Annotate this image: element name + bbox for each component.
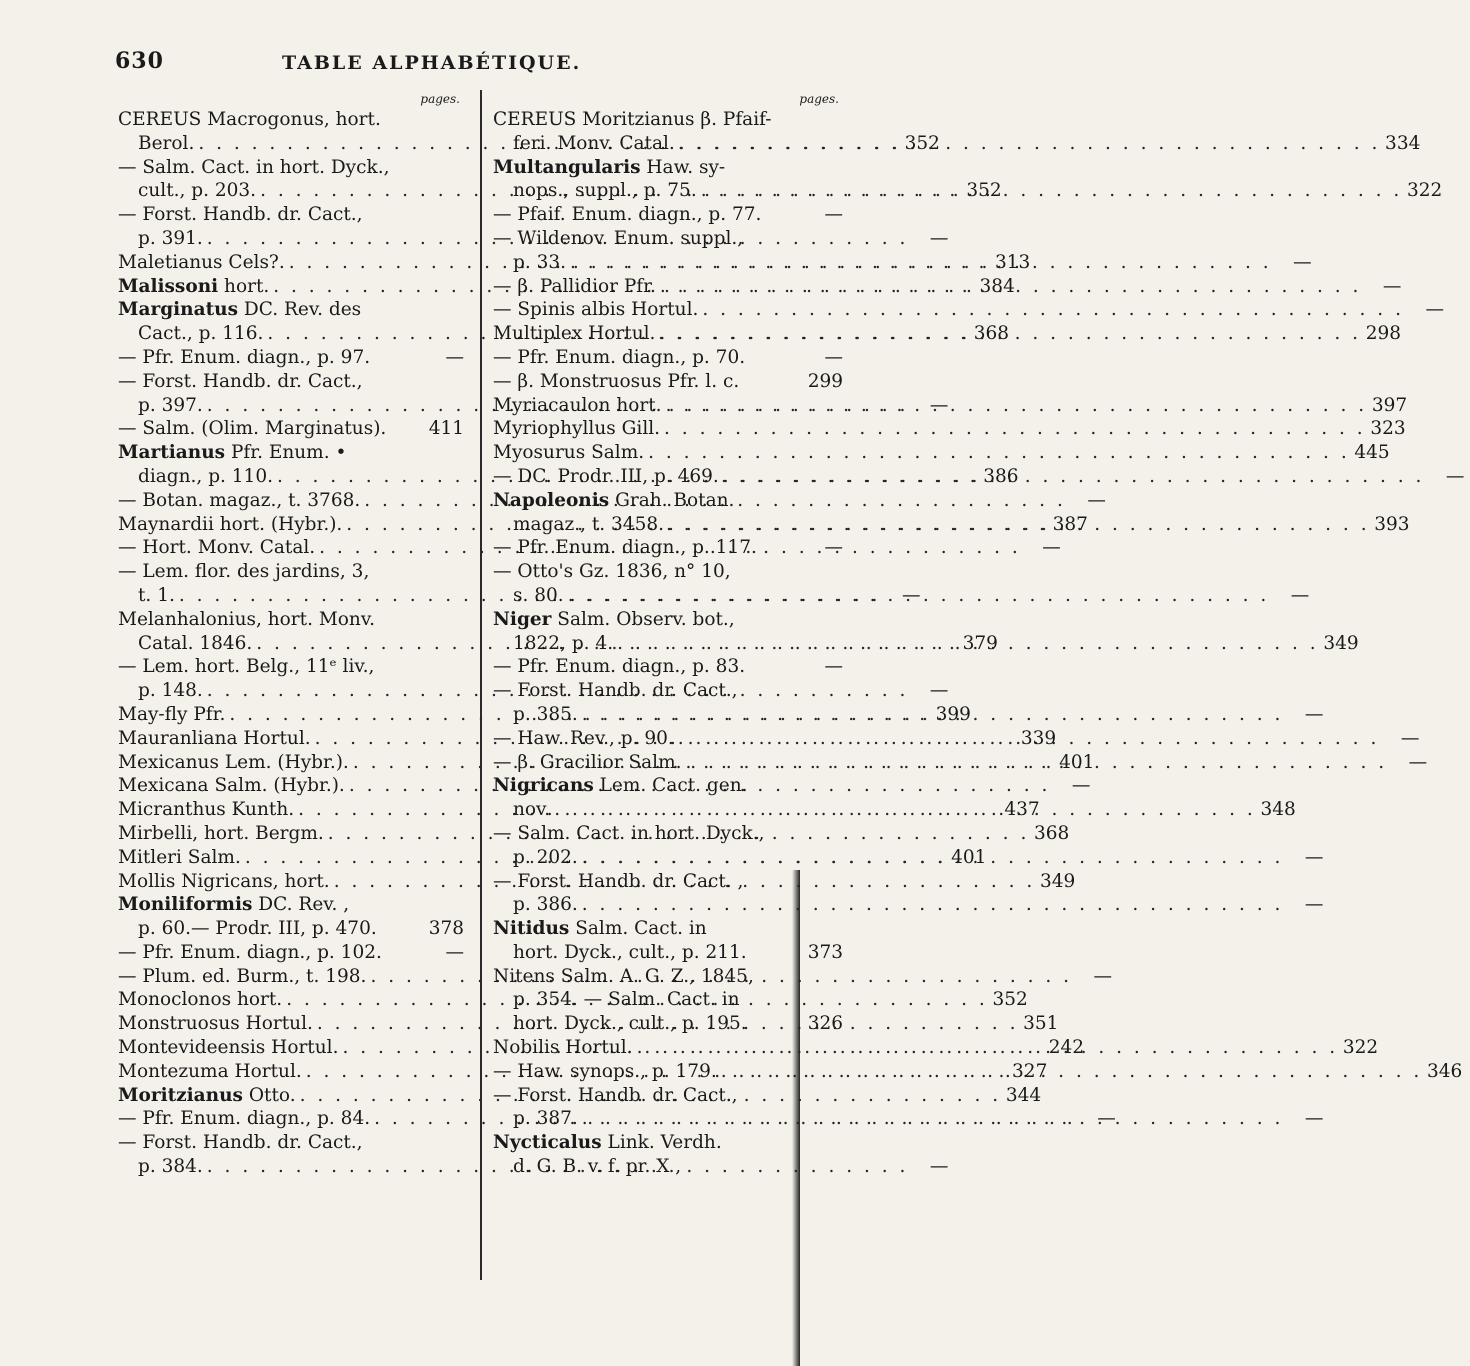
entry-text: CEREUS Moritzianus β. Pfaif-	[493, 109, 772, 130]
index-line	[493, 394, 1408, 418]
page-ref: —	[1400, 727, 1420, 749]
page-ref	[803, 917, 849, 941]
index-line	[493, 822, 849, 846]
entry-text: Myriophyllus Gill.	[493, 418, 661, 440]
entry-text: Monstruosus Hortul.	[118, 1013, 313, 1035]
entry-text: Monoclonos hort.	[118, 989, 283, 1011]
page-ref: 368	[1034, 822, 1070, 844]
page-ref: 299	[807, 370, 843, 392]
entry-text: p. 397.	[138, 394, 203, 416]
dot-leader	[772, 108, 803, 132]
entry-text: — Pfr. Enum. diagn., p. 102.	[118, 941, 382, 963]
page-ref: 378	[428, 918, 464, 940]
dot-leader	[738, 679, 803, 703]
index-line	[118, 156, 470, 180]
entry-text: — Pfr. Enum. diagn., p. 70.	[493, 346, 746, 368]
entry-text: t. 1.	[138, 584, 175, 606]
page-ref: 386	[983, 465, 1019, 487]
dot-leader	[675, 132, 1381, 156]
page-ref: —	[1093, 965, 1113, 987]
dot-leader	[757, 536, 803, 560]
index-line	[493, 536, 849, 560]
dot-leader	[377, 917, 424, 941]
index-line	[118, 370, 470, 394]
entry-text: hort. Dyck., cult., p. 195.	[513, 1013, 747, 1035]
column-divider	[480, 90, 482, 1280]
page-ref: 339	[1020, 727, 1057, 749]
page-ref: 322	[1342, 1037, 1379, 1059]
page-ref: —	[1304, 703, 1324, 725]
index-entry	[493, 441, 1390, 465]
dot-leader	[731, 560, 803, 584]
page-ref: 373	[807, 941, 843, 963]
entry-text: Mollis Nigricans, hort.	[118, 870, 330, 892]
index-entry	[118, 417, 470, 441]
entry-text: — Lem. hort. Belg., 11ᵉ liv.,	[118, 656, 375, 678]
entry-text: Multangularis Haw. sy-	[493, 156, 726, 178]
entry-text: — β. Monstruosus Pfr. l. c.	[493, 370, 740, 392]
entry-text: Montezuma Hortul.	[118, 1060, 302, 1082]
page-ref: —	[1304, 894, 1324, 916]
dot-leader	[644, 441, 1350, 465]
entry-text: Multiplex Hortul.	[493, 323, 656, 345]
dot-leader	[566, 251, 1272, 275]
dot-leader	[681, 1155, 803, 1179]
entry-text: — Hort. Monv. Catal.	[118, 537, 316, 559]
dot-leader	[578, 703, 1284, 727]
dot-leader	[764, 822, 803, 846]
dot-leader	[578, 1107, 1284, 1131]
dot-leader	[346, 441, 424, 465]
index-line	[118, 417, 470, 441]
page-ref: —	[824, 656, 843, 678]
dot-leader	[375, 608, 424, 632]
page-ref: —	[1071, 775, 1091, 797]
page-ref	[803, 560, 849, 584]
page-ref: 437	[1004, 799, 1040, 821]
page-ref	[803, 1155, 849, 1179]
page-ref: —	[1408, 751, 1428, 773]
entry-text: — Pfaif. Enum. diagn., p. 77.	[493, 204, 762, 226]
page-ref: 411	[428, 418, 464, 440]
dot-leader	[748, 774, 803, 798]
page-ref	[803, 108, 849, 132]
entry-text: Maletianus Cels?.	[118, 251, 285, 273]
page-ref	[803, 489, 849, 513]
page-ref: —	[824, 204, 843, 226]
entry-text: Nitidus Salm. Cact. in	[493, 918, 707, 940]
entry-text: p. 384.	[138, 1156, 203, 1178]
dot-leader	[698, 298, 1404, 322]
page-ref: —	[929, 394, 949, 416]
entry-text: — Haw. Rev., p. 90.	[493, 727, 674, 749]
page-ref: —	[1087, 489, 1106, 511]
page-ref: —	[1425, 299, 1444, 321]
page-ref: —	[929, 227, 949, 249]
index-line	[493, 156, 849, 180]
entry-text: Myosurus Salm.	[493, 442, 645, 464]
page-ref	[803, 822, 849, 846]
dot-leader	[682, 751, 1388, 775]
index-line	[118, 203, 470, 227]
index-entry	[493, 417, 1406, 441]
dot-leader	[386, 417, 424, 441]
page-ref: 327	[1012, 1060, 1048, 1082]
dot-leader	[382, 941, 424, 965]
page-ref: —	[901, 584, 921, 606]
index-entry	[493, 394, 1408, 418]
entry-text: — β. Gracilior Salm.	[493, 751, 682, 773]
entry-text: hort. Dyck., cult., p. 211.	[513, 941, 747, 963]
dot-leader	[564, 584, 1270, 608]
page-ref: 401	[1059, 751, 1095, 773]
page-ref: 399	[935, 703, 971, 725]
dot-leader	[374, 655, 424, 679]
index-line	[493, 441, 1390, 465]
page-ref: 401	[951, 846, 987, 868]
page-ref: —	[929, 680, 949, 702]
index-line	[493, 560, 849, 584]
index-line	[493, 370, 849, 394]
entry-text: Melanhalonius, hort. Monv.	[118, 608, 375, 630]
page-ref: 352	[992, 989, 1028, 1011]
entry-text: s. 80.	[513, 584, 564, 606]
index-entry	[493, 536, 849, 560]
entry-text: Moniliformis DC. Rev. ,	[118, 894, 350, 916]
page-ref: —	[824, 537, 843, 559]
entry-text: Nigricans Lem. Cact. gen.	[493, 775, 748, 797]
index-line	[493, 346, 849, 370]
entry-text: Mitleri Salm.	[118, 846, 241, 868]
index-line	[118, 108, 470, 132]
page-ref: —	[445, 941, 464, 963]
page-header	[0, 0, 800, 90]
entry-text: — Pfr. Enum. diagn., p. 97.	[118, 346, 371, 368]
index-line	[118, 655, 470, 679]
dot-leader	[655, 322, 1361, 346]
page-ref: —	[1445, 465, 1465, 487]
index-entry	[493, 203, 849, 227]
entry-text: — Pfr. Enum. diagn., p. 84.	[118, 1108, 371, 1130]
dot-leader	[697, 179, 1403, 203]
entry-text: nops., suppl., p. 75.	[513, 180, 697, 202]
entry-text: May-fly Pfr.	[118, 703, 226, 725]
page-ref	[803, 774, 849, 798]
entry-text: Montevideensis Hortul.	[118, 1037, 339, 1059]
page-ref	[803, 1084, 849, 1108]
page-ref: —	[1042, 537, 1061, 559]
page-ref	[424, 108, 470, 132]
dot-leader	[662, 394, 1368, 418]
dot-leader	[381, 108, 424, 132]
index-entry	[118, 893, 470, 941]
entry-text: Micranthus Kunth.	[118, 799, 295, 821]
entry-text: — β. Pallidior Pfr.	[493, 275, 656, 297]
index-line	[493, 679, 849, 703]
entry-text: Catal. 1846.	[138, 632, 253, 654]
dot-leader	[717, 1060, 1423, 1084]
dot-leader	[361, 298, 424, 322]
index-line	[118, 893, 470, 917]
entry-text: cult., p. 203.	[138, 180, 257, 202]
dot-leader	[743, 227, 803, 251]
entry-text: — Salm. Cact. in hort. Dyck.,	[118, 156, 390, 178]
dot-leader	[550, 798, 1256, 822]
dot-leader	[369, 560, 424, 584]
dot-leader	[363, 203, 424, 227]
page-ref: 323	[1370, 418, 1406, 440]
dot-leader	[613, 632, 1319, 656]
page-ref	[424, 655, 470, 679]
entry-text: p. 385.	[513, 703, 578, 725]
dot-leader	[761, 203, 803, 227]
entry-text: — Forst. Handb. dr. Cact.,	[118, 204, 363, 226]
page-ref	[424, 560, 470, 584]
entry-text: d. G. B. v. f. pr. X ,	[513, 1156, 682, 1178]
page-ref: 349	[1323, 632, 1359, 654]
page-ref: 445	[1354, 442, 1390, 464]
dot-leader	[578, 846, 1284, 870]
entry-text: Mirbelli, hort. Bergm.	[118, 822, 324, 844]
page-ref	[424, 156, 470, 180]
entry-text: Maynardii hort. (Hybr.).	[118, 513, 343, 535]
index-entry	[493, 655, 849, 679]
page-ref: 352	[966, 180, 1002, 202]
index-line	[118, 560, 470, 584]
page-ref: 349	[1039, 870, 1076, 892]
page-ref: —	[1304, 846, 1324, 868]
entry-text: diagn., p. 110.	[138, 465, 273, 487]
entry-text: p. 202.	[513, 846, 578, 868]
index-line	[493, 227, 849, 251]
index-entry	[493, 370, 849, 394]
index-line	[493, 417, 1406, 441]
index-line	[493, 489, 849, 513]
page-ref	[803, 965, 849, 989]
index-line	[493, 203, 849, 227]
page-ref	[424, 203, 470, 227]
dot-leader	[578, 893, 1284, 917]
entry-text: — Pfr. Enum. diagn., p. 83.	[493, 656, 746, 678]
entry-text: — Haw. synops., p. 179.	[493, 1060, 717, 1082]
dot-leader	[735, 608, 803, 632]
dot-leader	[660, 417, 1366, 441]
entry-text: — Salm. (Olim. Marginatus).	[118, 418, 387, 440]
entry-text: — Forst. Handb. dr. Cact.,	[118, 370, 363, 392]
page-ref	[803, 870, 849, 894]
dot-leader	[674, 727, 1380, 751]
page-ref: 351	[1023, 1013, 1059, 1035]
page-ref: 242	[1048, 1037, 1085, 1059]
page-ref	[424, 1131, 470, 1155]
index-entry	[493, 346, 849, 370]
page-ref: 384	[979, 275, 1015, 297]
entry-text: — Plum. ed. Burm., t. 198.	[118, 965, 367, 987]
page-ref: —	[1382, 275, 1402, 297]
entry-text: — Forst. Handb. dr. Cact. ,	[493, 870, 744, 892]
page-ref: —	[824, 346, 843, 368]
entry-text: p. 387.	[513, 1108, 578, 1130]
entry-text: Cact., p. 116.	[138, 323, 264, 345]
page-ref	[424, 893, 470, 917]
entry-text: — Forst. Handb. dr. Cact.,	[118, 1132, 363, 1154]
dot-leader	[370, 346, 424, 370]
entry-text: p. 60.— Prodr. III, p. 470.	[138, 918, 377, 940]
entry-text: — DC. Prodr. III, p. 469.	[493, 465, 719, 487]
page-ref: 393	[1374, 513, 1410, 535]
entry-text: 1822, p. 4.	[513, 632, 614, 654]
index-line	[493, 608, 849, 632]
index-line	[493, 584, 1310, 608]
entry-text: feri. Monv. Catal.	[513, 132, 675, 154]
entry-text: — Spinis albis Hortul.	[493, 299, 699, 321]
page-ref: 397	[1371, 394, 1408, 416]
index-line	[118, 608, 470, 632]
index-entry	[493, 298, 1444, 322]
entry-text: Mauranliana Hortul.	[118, 727, 311, 749]
pages-label-right: pages.	[799, 92, 839, 106]
entry-text: p. 354. — Salm. Cact. in	[513, 989, 740, 1011]
dot-leader	[745, 346, 803, 370]
entry-text: Myriacaulon hort.	[493, 394, 662, 416]
index-line	[493, 655, 849, 679]
index-entry	[118, 941, 470, 965]
index-line	[118, 1131, 470, 1155]
page-ref: —	[929, 1156, 949, 1178]
entry-text: Marginatus DC. Rev. des	[118, 299, 362, 321]
entry-text: — Botan. magaz., t. 3768.	[118, 489, 361, 511]
index-entry	[493, 560, 1310, 608]
dot-leader	[722, 1131, 803, 1155]
entry-text: — Otto's Gz. 1836, n° 10,	[493, 561, 731, 583]
entry-text: p. 33.	[513, 251, 567, 273]
dot-leader	[349, 893, 424, 917]
entry-text: Malissoni hort.	[118, 275, 270, 297]
page-ref	[424, 441, 470, 465]
dot-leader	[734, 489, 803, 513]
page-ref: 368	[973, 323, 1009, 345]
dot-leader	[745, 655, 803, 679]
entry-text: p. 386.	[513, 894, 578, 916]
page-ref	[803, 227, 849, 251]
index-line	[493, 298, 1444, 322]
dot-leader	[389, 156, 424, 180]
page-ref: 379	[962, 632, 998, 654]
index-line	[118, 441, 470, 465]
entry-text: Moritzianus Otto.	[118, 1084, 296, 1106]
entry-text: — Wildenov. Enum. suppl.,	[493, 227, 744, 249]
page-ref: 352	[904, 132, 940, 154]
page-ref: 322	[1406, 180, 1443, 202]
index-entry	[118, 346, 470, 370]
page-ref	[803, 156, 849, 180]
dot-leader	[363, 370, 424, 394]
page-edge-shadow	[792, 870, 800, 1366]
index-line	[118, 917, 470, 941]
page-ref: 348	[1260, 799, 1296, 821]
entry-text: — Pfr. Enum. diagn., p. 117.	[493, 537, 757, 559]
page-ref: —	[1293, 251, 1312, 273]
page-ref: —	[1290, 584, 1310, 606]
page-ref: 313	[995, 251, 1031, 273]
pages-label-left: pages.	[420, 92, 460, 106]
page-ref	[803, 679, 849, 703]
entry-text: Napoleonis Grah. Botan.	[493, 489, 735, 511]
dot-leader	[664, 513, 1370, 537]
page-ref	[803, 1131, 849, 1155]
running-title: TABLE ALPHABÉTIQUE.	[282, 52, 582, 74]
index-line	[493, 774, 849, 798]
page-ref: 387	[1052, 513, 1088, 535]
entry-text: magaz., t. 3458.	[513, 513, 664, 535]
dot-leader	[656, 275, 1362, 299]
page-number: 630	[115, 48, 164, 74]
dot-leader	[363, 1131, 424, 1155]
entry-text: Mexicanus Lem. (Hybr.).	[118, 751, 349, 773]
dot-leader	[739, 370, 803, 394]
entry-text: — Forst. Handb. dr. Cact.,	[493, 680, 738, 702]
page-ref: 344	[1005, 1084, 1042, 1106]
page-ref: 346	[1426, 1060, 1463, 1082]
index-line	[118, 346, 470, 370]
entry-text: Niger Salm. Observ. bot.,	[493, 608, 735, 630]
page-ref	[424, 370, 470, 394]
entry-text: Berol.	[138, 132, 195, 154]
page-ref	[803, 988, 849, 1012]
page-ref: —	[445, 346, 464, 368]
dot-leader	[725, 156, 803, 180]
page-ref	[424, 608, 470, 632]
page-ref: 326	[807, 1013, 843, 1035]
index-line	[493, 108, 849, 132]
entry-text: p. 391.	[138, 227, 203, 249]
entry-text: Martianus Pfr. Enum. •	[118, 442, 347, 464]
entry-text: Nycticalus Link. Verdh.	[493, 1132, 722, 1154]
entry-text: CEREUS Macrogonus, hort.	[118, 109, 381, 130]
dot-leader	[719, 465, 1425, 489]
page-ref: —	[1097, 1108, 1116, 1130]
page-ref: 334	[1385, 132, 1421, 154]
index-line	[118, 941, 470, 965]
entry-text: p. 148.	[138, 680, 203, 702]
entry-text: — Lem. flor. des jardins, 3,	[118, 561, 370, 583]
page-ref	[424, 298, 470, 322]
dot-leader	[707, 917, 803, 941]
page-ref: 298	[1365, 323, 1401, 345]
entry-text: Mexicana Salm. (Hybr.).	[118, 775, 345, 797]
dot-leader	[633, 1036, 1339, 1060]
index-line	[118, 298, 470, 322]
entry-text: Nitens Salm. A. G. Z., 1845,	[493, 965, 754, 987]
page-ref: —	[1304, 1108, 1324, 1130]
entry-text: nov.	[513, 799, 551, 821]
page-ref	[803, 608, 849, 632]
entry-text: Nobilis Hortul.	[493, 1037, 633, 1059]
entry-text: — Forst. Handb. dr. Cact.,	[493, 1084, 738, 1106]
entry-text: — Salm. Cact. in hort. Dyck.,	[493, 822, 765, 844]
